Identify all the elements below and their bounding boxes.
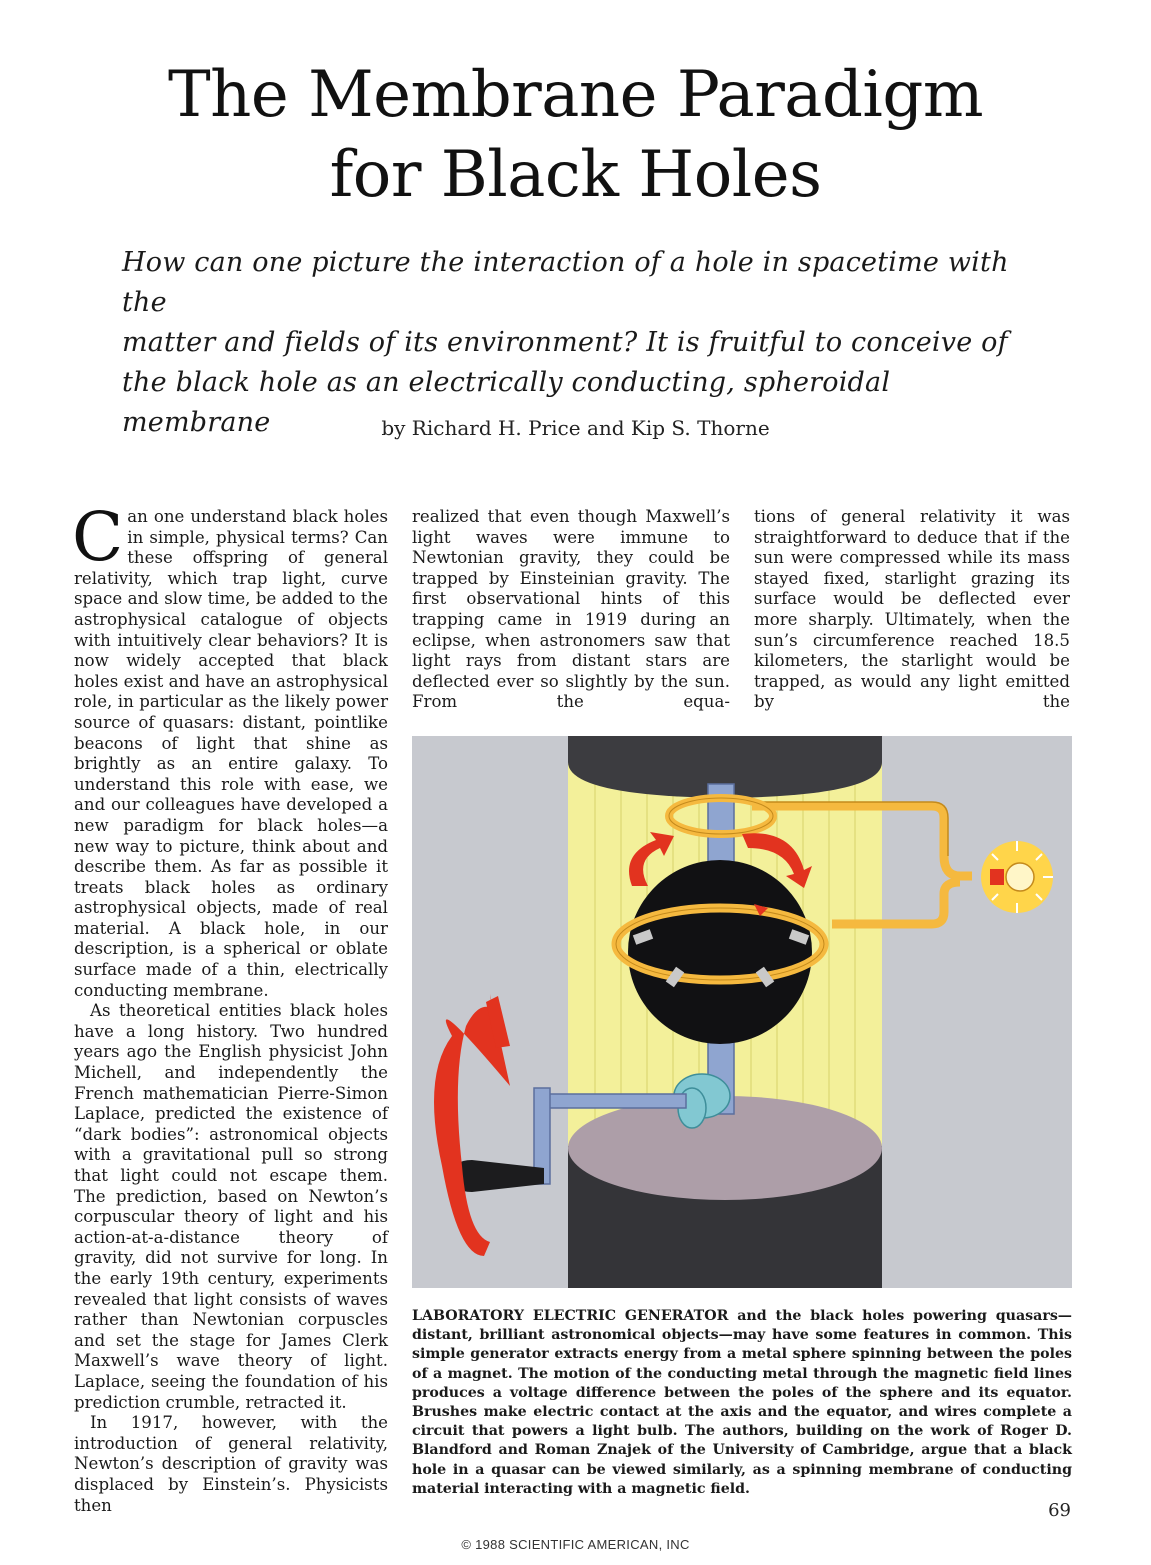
deck-line-3: the black hole as an electrically conducting, spheroidal membrane bbox=[122, 367, 891, 438]
body-column-3 bbox=[754, 507, 1070, 713]
body-paragraph-1 bbox=[72, 498, 388, 1001]
body-paragraph-2: As theoretical entities black holes have a long history. Two hundred years ago the English physicist John Michell, and independently the French mathematician Pierre-Simon Laplace, predicted the existence of “dark bodies”: astronomical objects with a gravitational pull so strong that light could not escape them. The prediction, based on Newton’s corpuscular theory of light and his action-at-a-distance theory of gravity, did not survive for long. In the early 19th century, experiments revealed that light consists of waves rather than Newtonian corpuscles and set the stage for James Clerk Maxwell’s wave theory of light. Laplace, seeing the foundation of his prediction crumble, retracted it. bbox=[74, 1001, 388, 1412]
caption-text: LABORATORY ELECTRIC GENERATOR and the black holes powering quasars—distant, brilliant astronomical objects—may have some features in common. This simple generator extracts energy from a metal sphere spinning between the poles of a magnet. The motion of the conducting metal through the magnetic field lines produces a voltage difference between the poles of the sphere and its equator. Brushes make electric contact at the axis and the equator, and wires complete a circuit that powers a light bulb. The authors, building on the work of Roger D. Blandford and Roman Znajek of the University of Cambridge, argue that a black hole in a quasar can be viewed similarly, as a spinning membrane of conducting material interacting with a magnetic field. bbox=[412, 1308, 1072, 1497]
paragraph-1-text: an one understand black holes in simple, physical terms? Can these offspring of general relativity, which trap light, curve space and slow time, be added to the astrophysical catalogue of objects with intuitively clear behaviors? It is now widely accepted that black holes exist and have an astrophysical role, in particular as the likely power source of quasars: distant, pointlike beacons of light that shine as brightly as an entire galaxy. To understand this role with ease, we and our colleagues have developed a new paradigm for black holes—a new way to picture, think about and describe them. As far as possible it treats black holes as ordinary astrophysical objects, made of real material. A black hole, in our description, is a spherical or oblate surface made of a thin, electrically conducting membrane. bbox=[74, 507, 388, 1000]
article-deck bbox=[122, 243, 1032, 443]
body-paragraph-3: In 1917, however, with the introduction of general relativity, Newton’s description of gravity was displaced by Einstein’s. Physicists then bbox=[74, 1413, 388, 1515]
title-line-1: The Membrane Paradigm bbox=[167, 58, 984, 132]
light-bulb-icon bbox=[981, 841, 1053, 913]
deck-line-2: matter and fields of its environment? It is fruitful to conceive of bbox=[122, 327, 1008, 358]
generator-illustration bbox=[412, 736, 1072, 1288]
figure-caption bbox=[412, 1307, 1072, 1499]
drop-cap: C bbox=[72, 498, 124, 576]
body-column-2 bbox=[412, 507, 730, 713]
title-line-2: for Black Holes bbox=[329, 138, 822, 212]
byline: by Richard H. Price and Kip S. Thorne bbox=[381, 416, 770, 440]
deck-line-1: How can one picture the interaction of a hole in spacetime with the bbox=[122, 247, 1009, 318]
body-paragraph-col3: tions of general relativity it was straightforward to deduce that if the sun were compressed while its mass stayed fixed, starlight grazing its surface would be deflected ever more sharply. Ultimately, when the sun’s circumference reached 18.5 kilometers, the starlight would be trapped, as would any light emitted by the bbox=[754, 507, 1070, 712]
copyright-notice: © 1988 SCIENTIFIC AMERICAN, INC bbox=[461, 1537, 690, 1552]
page-number: 69 bbox=[1048, 1500, 1071, 1521]
article-title bbox=[0, 55, 1151, 215]
magnet-lower-pole bbox=[568, 1096, 882, 1288]
body-column-1 bbox=[72, 498, 388, 1516]
body-paragraph-col2: realized that even though Maxwell’s light waves were immune to Newtonian gravity, they could be trapped by Einsteinian gravity. The first observational hints of this trapping came in 1919 during an eclipse, when astronomers saw that light rays from distant stars are deflected ever so slightly by the sun. From the equa- bbox=[412, 507, 730, 712]
